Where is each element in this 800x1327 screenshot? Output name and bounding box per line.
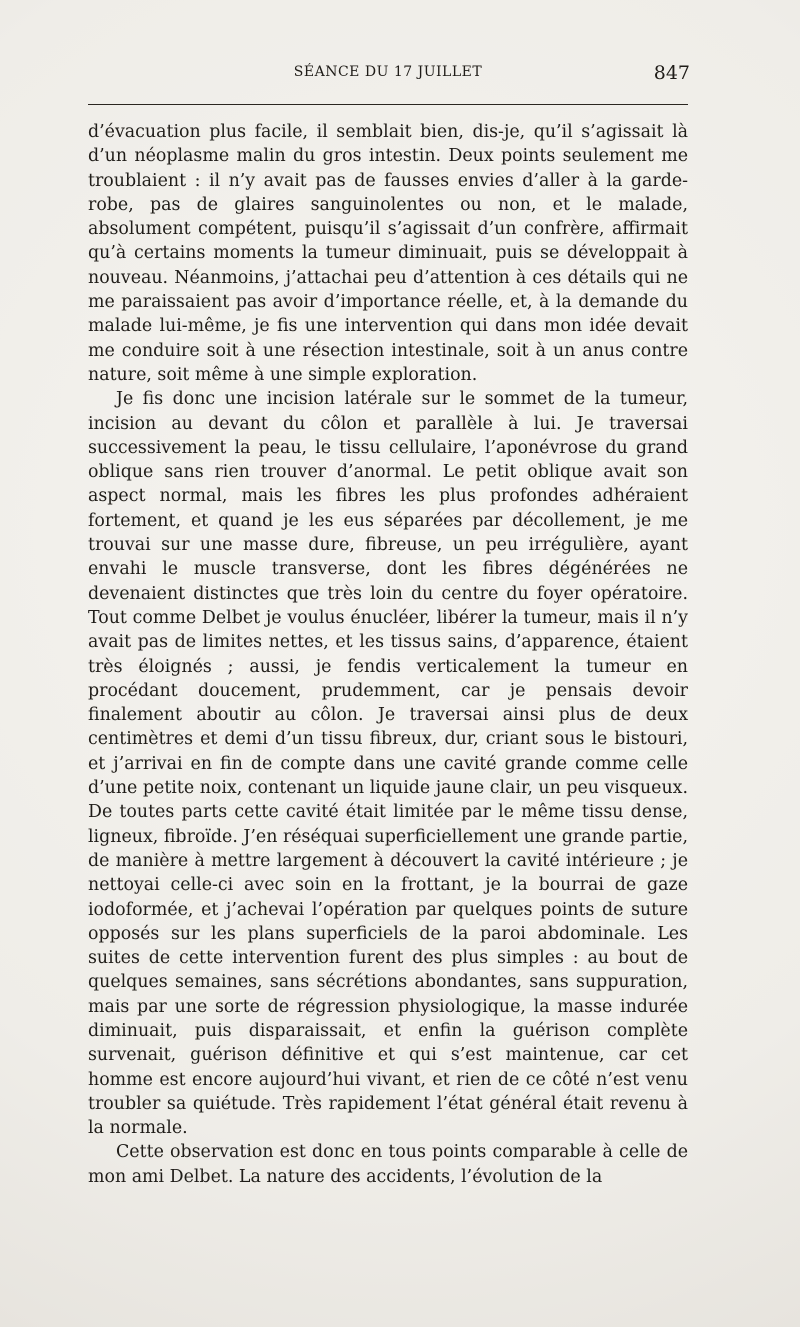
header-rule	[88, 104, 688, 105]
paragraph-observation: Cette observation est donc en tous points comparable à celle de mon ami Delbet. La nature des accidents, l’évolution de la	[88, 1142, 688, 1187]
paragraph-incision: Je fis donc une incision latérale sur le sommet de la tumeur, incision au devant du côlon et parallèle à lui. Je traversai successivement la peau, le tissu cellulaire, l’aponévrose du grand oblique sans rien trouver d’anormal. Le petit oblique avait son aspect normal, mais les fibres les plus profondes adhéraient fortement, et quand je les eus séparées par décollement, je me trouvai sur une masse dure, fibreuse, un peu irrégulière, ayant envahi le muscle transverse, dont les fibres dégénérées ne devenaient distinctes que très loin du centre du foyer opératoire. Tout comme Delbet je voulus énucléer, libérer la tumeur, mais il n’y avait pas de limites nettes, et les tissus sains, d’apparence, étaient très éloignés ; aussi, je fendis verticalement la tumeur en procédant doucement, prudemment, car je pensais devoir finalement aboutir au côlon. Je traversai ainsi plus de deux centimètres et demi d’un tissu fibreux, dur, criant sous le bistouri, et j’arrivai en fin de compte dans une cavité grande comme celle d’une petite noix, contenant un liquide jaune clair, un peu visqueux. De toutes parts cette cavité était limitée par le même tissu dense, ligneux, fibroïde. J’en réséquai superficiellement une grande partie, de manière à mettre largement à découvert la cavité intérieure ; je nettoyai celle-ci avec soin en la frottant, je la bourrai de gaze iodoformée, et j’achevai l’opération par quelques points de suture opposés sur les plans superficiels de la paroi abdominale. Les suites de cette intervention furent des plus simples : au bout de quelques semaines, sans sécrétions abondantes, sans suppuration, mais par une sorte de régression physiologique, la masse indurée diminuait, puis disparaissait, et enfin la guérison complète survenait, guérison définitive et qui s’est maintenue, car cet homme est encore aujourd’hui vivant, et rien de ce côté n’est venu troubler sa quiétude. Très rapidement l’état général était revenu à la normale.	[88, 389, 688, 1139]
page-number: 847	[653, 62, 690, 84]
page-header	[88, 64, 688, 88]
body-text	[88, 120, 688, 1189]
paragraph-continued: d’évacuation plus facile, il semblait bien, dis-je, qu’il s’agissait là d’un néoplasme malin du gros intestin. Deux points seulement me troublaient : il n’y avait pas de fausses envies d’aller à la garde-robe, pas de glaires sanguinolentes ou non, et le malade, absolument compétent, puisqu’il s’agissait d’un confrère, affirmait qu’à certains moments la tumeur diminuait, puis se développait à nouveau. Néanmoins, j’attachai peu d’attention à ces détails qui ne me paraissaient pas avoir d’importance réelle, et, à la demande du malade lui-même, je fis une intervention qui dans mon idée devait me conduire soit à une résection intestinale, soit à un anus contre nature, soit même à une simple exploration.	[88, 122, 688, 385]
running-title: SÉANCE DU 17 JUILLET	[293, 64, 483, 80]
